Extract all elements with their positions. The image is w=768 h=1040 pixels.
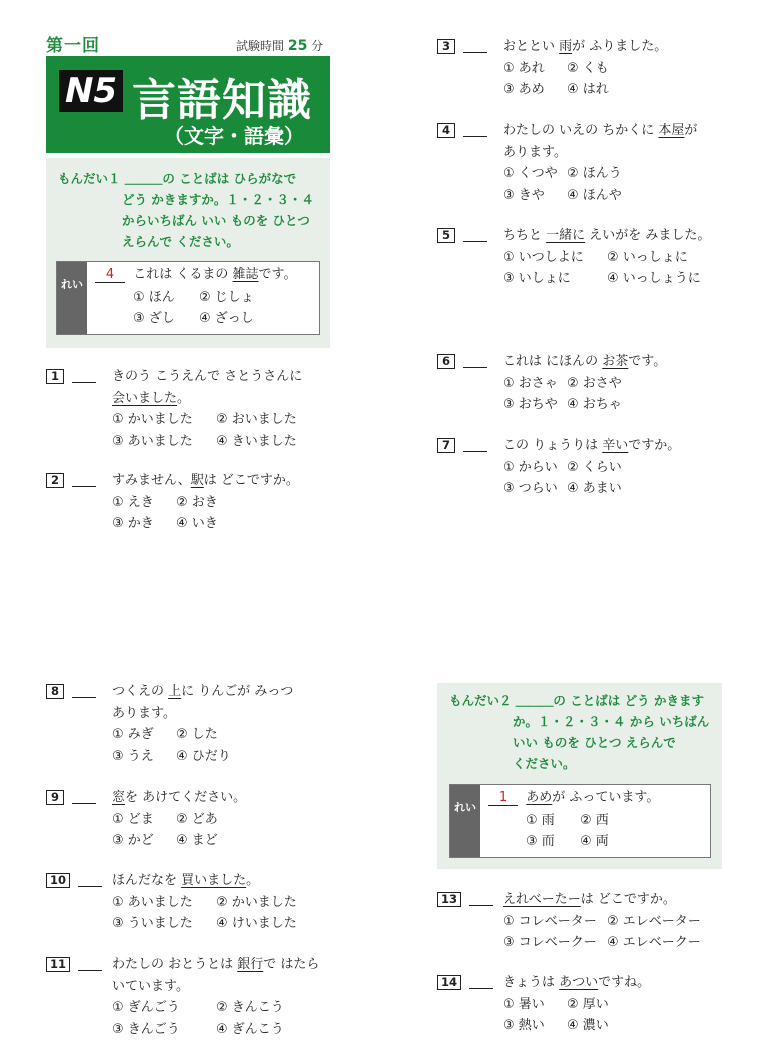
exam-time (236, 37, 323, 54)
question-number (437, 889, 493, 911)
target-word: お茶 (602, 354, 628, 369)
question-number-box: 10 (46, 873, 70, 888)
answer-option[interactable]: ① あれ (503, 58, 545, 80)
answer-blank[interactable] (463, 439, 487, 452)
answer-option[interactable]: ② おさや (567, 373, 622, 395)
answer-option[interactable]: ③ きんごう (112, 1019, 180, 1040)
question-text: あります。 (112, 703, 176, 725)
answer-blank[interactable] (72, 474, 96, 487)
answer-option[interactable]: ① おさゃ (503, 373, 558, 395)
mondai1-line1: もんだい１ ＿＿＿の ことばは ひらがなで (58, 168, 296, 189)
answer-option[interactable]: ④ おちゃ (567, 394, 622, 416)
level-badge: N5 (59, 70, 123, 112)
target-word: 買いました (181, 873, 246, 888)
example-option: ① 雨 (526, 810, 555, 832)
question-text: これは にほんの お茶です。 (503, 351, 666, 373)
answer-option[interactable]: ② おき (176, 492, 218, 514)
target-word: 駅 (191, 473, 204, 488)
answer-blank[interactable] (469, 893, 493, 906)
question-number (437, 435, 487, 457)
answer-option[interactable]: ④ はれ (567, 79, 609, 101)
question-number (437, 36, 487, 58)
time-value: 25 (288, 38, 307, 54)
answer-option[interactable]: ③ あいました (112, 431, 193, 453)
question-number (437, 351, 487, 373)
question-number-box: 13 (437, 892, 461, 907)
answer-option[interactable]: ③ きや (503, 185, 545, 207)
mondai1-line3: からいちばん いい ものを ひとつ (122, 210, 310, 231)
question-number-box: 3 (437, 39, 455, 54)
answer-blank[interactable] (463, 355, 487, 368)
question-text: きょうは あついですね。 (503, 972, 650, 994)
question-number-box: 8 (46, 684, 64, 699)
answer-option[interactable]: ③ 熱い (503, 1015, 545, 1037)
answer-option[interactable]: ② いっしょに (607, 247, 688, 269)
question-number (46, 954, 102, 976)
question-number-box: 7 (437, 438, 455, 453)
answer-option[interactable]: ① くつや (503, 163, 558, 185)
answer-option[interactable]: ② ほんう (567, 163, 622, 185)
question-number-box: 11 (46, 957, 70, 972)
question-text: あります。 (503, 142, 567, 164)
answer-option[interactable]: ④ きいました (216, 431, 297, 453)
answer-option[interactable]: ② した (176, 724, 218, 746)
answer-blank[interactable] (463, 124, 487, 137)
answer-option[interactable]: ② 厚い (567, 994, 609, 1016)
answer-option[interactable]: ① かいました (112, 409, 193, 431)
answer-blank[interactable] (463, 40, 487, 53)
answer-option[interactable]: ① みぎ (112, 724, 154, 746)
answer-blank[interactable] (72, 370, 96, 383)
example-option: ④ 両 (580, 831, 609, 853)
time-unit: 分 (311, 39, 323, 53)
question-number (46, 787, 96, 809)
mondai2-line1: もんだい２ ＿＿＿の ことばは どう かきます (449, 690, 704, 711)
answer-option[interactable]: ① からい (503, 457, 558, 479)
title-banner (46, 56, 330, 153)
answer-option[interactable]: ④ いき (176, 513, 218, 535)
section-subtitle: （文字・語彙） (164, 120, 304, 149)
time-label: 試験時間 (236, 39, 284, 53)
question-text: 会いました。 (112, 388, 190, 410)
answer-option[interactable]: ② きんこう (216, 997, 284, 1019)
target-word: 雨 (559, 39, 572, 54)
mondai2-example (449, 784, 711, 858)
example-answer: 4 (95, 267, 125, 283)
exam-round: 第一回 (46, 31, 100, 56)
answer-option[interactable]: ③ うえ (112, 746, 154, 768)
mondai2-line2: か。１・２・３・４ から いちばん (513, 711, 709, 732)
answer-option[interactable]: ① いつしよに (503, 247, 584, 269)
target-word: 上 (168, 684, 181, 699)
answer-option[interactable]: ③ いしょに (503, 268, 571, 290)
answer-option[interactable]: ③ あめ (503, 79, 545, 101)
mondai1-instructions (46, 158, 330, 348)
answer-blank[interactable] (463, 229, 487, 242)
mondai1-line2: どう かきますか。１・２・３・４ (122, 189, 314, 210)
answer-option[interactable]: ② くらい (567, 457, 622, 479)
question-text: わたしの いえの ちかくに 本屋が (503, 120, 697, 142)
answer-blank[interactable] (72, 685, 96, 698)
question-text: ちちと 一緒に えいがを みました。 (503, 225, 710, 247)
example-option: ③ 而 (526, 831, 555, 853)
target-word: えれべーたー (503, 892, 581, 907)
answer-option[interactable]: ④ ひだり (176, 746, 231, 768)
question-text: いています。 (112, 976, 189, 998)
mondai1-line4: えらんで ください。 (122, 231, 239, 252)
example-option: ① ほん (133, 287, 175, 309)
mondai2-line4: ください。 (513, 753, 576, 774)
answer-option[interactable]: ④ エレベークー (607, 932, 701, 954)
target-word: 一緒に (546, 228, 585, 243)
answer-option[interactable]: ④ あまい (567, 478, 622, 500)
question-text: ほんだなを 買いました。 (112, 870, 259, 892)
answer-option[interactable]: ① ぎんごう (112, 997, 180, 1019)
answer-option[interactable]: ④ ほんや (567, 185, 622, 207)
example-option: ② じしょ (199, 287, 254, 309)
question-text: すみません、駅は どこですか。 (112, 470, 299, 492)
answer-blank[interactable] (78, 874, 102, 887)
answer-option[interactable]: ③ つらい (503, 478, 558, 500)
answer-blank[interactable] (78, 958, 102, 971)
target-word: 本屋 (658, 123, 684, 138)
answer-option[interactable]: ① あいました (112, 892, 193, 914)
answer-option[interactable]: ③ おちや (503, 394, 558, 416)
question-number (46, 681, 96, 703)
question-text: えれべーたーは どこですか。 (503, 889, 676, 911)
answer-option[interactable]: ② おいました (216, 409, 297, 431)
target-word: 会いました (112, 391, 177, 406)
example-option: ③ ざし (133, 308, 175, 330)
answer-option[interactable]: ② くも (567, 58, 609, 80)
example-sentence: 1 あめが ふっています。 (488, 787, 659, 809)
question-number (46, 470, 96, 492)
question-number-box: 2 (46, 473, 64, 488)
example-tag: れい (57, 262, 87, 334)
mondai2-line3: いい ものを ひとつ えらんで (513, 732, 676, 753)
question-number-box: 6 (437, 354, 455, 369)
question-number (437, 225, 487, 247)
mondai2-instructions (437, 683, 722, 869)
answer-blank[interactable] (72, 791, 96, 804)
example-option: ② 西 (580, 810, 609, 832)
question-number (46, 870, 102, 892)
target-word: 辛い (602, 438, 628, 453)
target-word: 銀行 (237, 957, 263, 972)
example-option: ④ ざっし (199, 308, 254, 330)
mondai1-example (56, 261, 320, 335)
answer-option[interactable]: ① コレベーター (503, 911, 597, 933)
answer-option[interactable]: ④ いっしょうに (607, 268, 701, 290)
question-text: わたしの おとうとは 銀行で はたら (112, 954, 319, 976)
section-title: 言語知識 (132, 64, 312, 128)
answer-option[interactable]: ④ 濃い (567, 1015, 609, 1037)
question-text: 窓を あけてください。 (112, 787, 246, 809)
question-number-box: 5 (437, 228, 455, 243)
answer-option[interactable]: ④ けいました (216, 913, 297, 935)
answer-option[interactable]: ① 暑い (503, 994, 545, 1016)
question-text: つくえの 上に りんごが みっつ (112, 681, 293, 703)
question-number-box: 9 (46, 790, 64, 805)
question-number (46, 366, 96, 388)
target-word: あつい (559, 975, 598, 990)
answer-option[interactable]: ④ まど (176, 830, 218, 852)
question-text: おととい 雨が ふりました。 (503, 36, 667, 58)
target-word: 窓 (112, 790, 125, 805)
answer-option[interactable]: ② どあ (176, 809, 218, 831)
answer-option[interactable]: ① えき (112, 492, 154, 514)
answer-blank[interactable] (469, 976, 493, 989)
answer-option[interactable]: ② かいました (216, 892, 297, 914)
answer-option[interactable]: ③ かど (112, 830, 154, 852)
question-number (437, 120, 487, 142)
question-number-box: 14 (437, 975, 461, 990)
question-number-box: 1 (46, 369, 64, 384)
question-number (437, 972, 493, 994)
answer-option[interactable]: ③ コレベークー (503, 932, 597, 954)
example-answer: 1 (488, 790, 518, 806)
question-number-box: 4 (437, 123, 455, 138)
answer-option[interactable]: ③ かき (112, 513, 154, 535)
answer-option[interactable]: ④ ぎんこう (216, 1019, 284, 1040)
question-text: この りょうりは 辛いですか。 (503, 435, 680, 457)
answer-option[interactable]: ① どま (112, 809, 154, 831)
answer-option[interactable]: ③ ういました (112, 913, 193, 935)
example-sentence: 4 これは くるまの 雑誌です。 (95, 264, 297, 286)
question-text: きのう こうえんで さとうさんに (112, 366, 302, 388)
answer-option[interactable]: ② エレベーター (607, 911, 701, 933)
example-tag: れい (450, 785, 480, 857)
